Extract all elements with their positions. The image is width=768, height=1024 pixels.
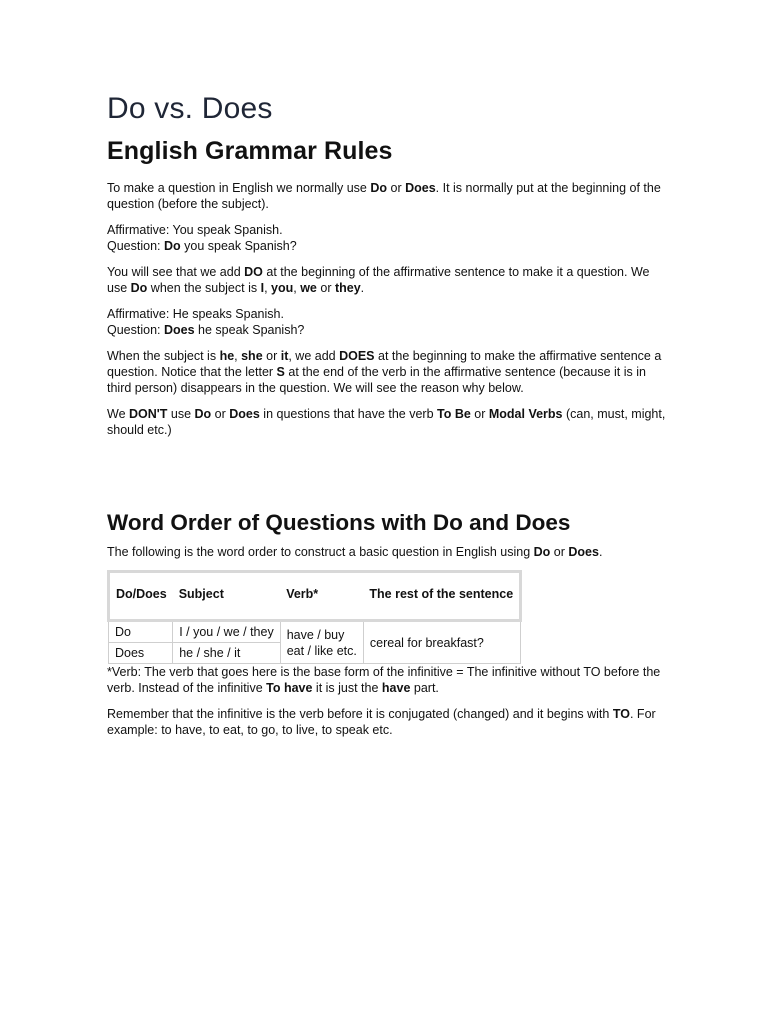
- bold-term: S: [276, 365, 285, 379]
- bold-term: it: [280, 349, 289, 363]
- table-cell-rest: cereal for breakfast?: [363, 621, 520, 664]
- does-explanation-paragraph: When the subject is he, she or it, we add DOES at the beginning to make the affirmative sentence a question. Notice that the letter S at the end of the verb in the affirmative sentence (because it is in third person) disappears in the question. We will see the reason why below.: [107, 349, 662, 395]
- table-header-row: [109, 572, 521, 621]
- bold-term: we: [300, 281, 317, 295]
- bold-term: I: [260, 281, 265, 295]
- bold-term: Do: [533, 545, 551, 559]
- table-header-cell: The rest of the sentence: [363, 572, 520, 621]
- bold-term: Do: [130, 281, 148, 295]
- example-1-question: Question: Do you speak Spanish?: [107, 239, 297, 253]
- example-2-affirmative: Affirmative: He speaks Spanish.: [107, 307, 284, 321]
- verb-note-paragraph: *Verb: The verb that goes here is the base form of the infinitive = The infinitive without TO before the verb. Instead of the infinitive To have it is just the have part.: [107, 665, 661, 695]
- bold-term: Does: [568, 545, 599, 559]
- example-2: [107, 306, 667, 338]
- bold-term: To Be: [437, 407, 471, 421]
- example-2-question: Question: Does he speak Spanish?: [107, 323, 305, 337]
- infinitive-paragraph: Remember that the infinitive is the verb before it is conjugated (changed) and it begins with TO. For example: to have, to eat, to go, to live, to speak etc.: [107, 707, 656, 737]
- table-header-cell: Do/Does: [109, 572, 173, 621]
- bold-term: To have: [266, 681, 313, 695]
- verb-line: have / buy: [286, 627, 345, 642]
- table-row: [109, 621, 521, 643]
- bold-term: she: [241, 349, 263, 363]
- bold-term: Do: [194, 407, 212, 421]
- bold-term: Do: [163, 239, 181, 253]
- bold-term: DOES: [339, 349, 375, 363]
- bold-term: Does: [163, 323, 195, 337]
- table-cell-verb: [280, 621, 363, 664]
- document-page: [107, 88, 667, 748]
- bold-term: Modal Verbs: [488, 407, 563, 421]
- section-intro-paragraph: The following is the word order to construct a basic question in English using Do or Does.: [107, 545, 603, 559]
- exceptions-paragraph: We DON'T use Do or Does in questions that have the verb To Be or Modal Verbs (can, must, might, should etc.): [107, 407, 666, 437]
- bold-term: Does: [229, 407, 260, 421]
- bold-term: he: [219, 349, 235, 363]
- example-1: [107, 222, 667, 254]
- table-cell-do: Does: [109, 643, 173, 664]
- bold-term: Does: [405, 181, 436, 195]
- bold-term: DON'T: [129, 407, 168, 421]
- verb-line: eat / like etc.: [286, 643, 357, 658]
- page-title: Do vs. Does: [107, 92, 273, 125]
- do-explanation-paragraph: You will see that we add DO at the beginning of the affirmative sentence to make it a question. We use Do when the subject is I, you, we or they.: [107, 265, 650, 295]
- table-header-cell: Subject: [173, 572, 281, 621]
- example-1-affirmative: Affirmative: You speak Spanish.: [107, 223, 283, 237]
- bold-term: you: [271, 281, 294, 295]
- word-order-table: [107, 570, 522, 664]
- bold-term: Do: [370, 181, 388, 195]
- section-heading: Word Order of Questions with Do and Does: [107, 510, 571, 535]
- table-cell-subject: I / you / we / they: [173, 621, 281, 643]
- table-cell-do: Do: [109, 621, 173, 643]
- page-subtitle: English Grammar Rules: [107, 137, 393, 165]
- table-cell-subject: he / she / it: [173, 643, 281, 664]
- intro-paragraph: To make a question in English we normally use Do or Does. It is normally put at the beginning of the question (before the subject).: [107, 181, 661, 211]
- table-header-cell: Verb*: [280, 572, 363, 621]
- bold-term: have: [381, 681, 411, 695]
- bold-term: they: [334, 281, 361, 295]
- bold-term: DO: [244, 265, 263, 279]
- bold-term: TO: [612, 707, 630, 721]
